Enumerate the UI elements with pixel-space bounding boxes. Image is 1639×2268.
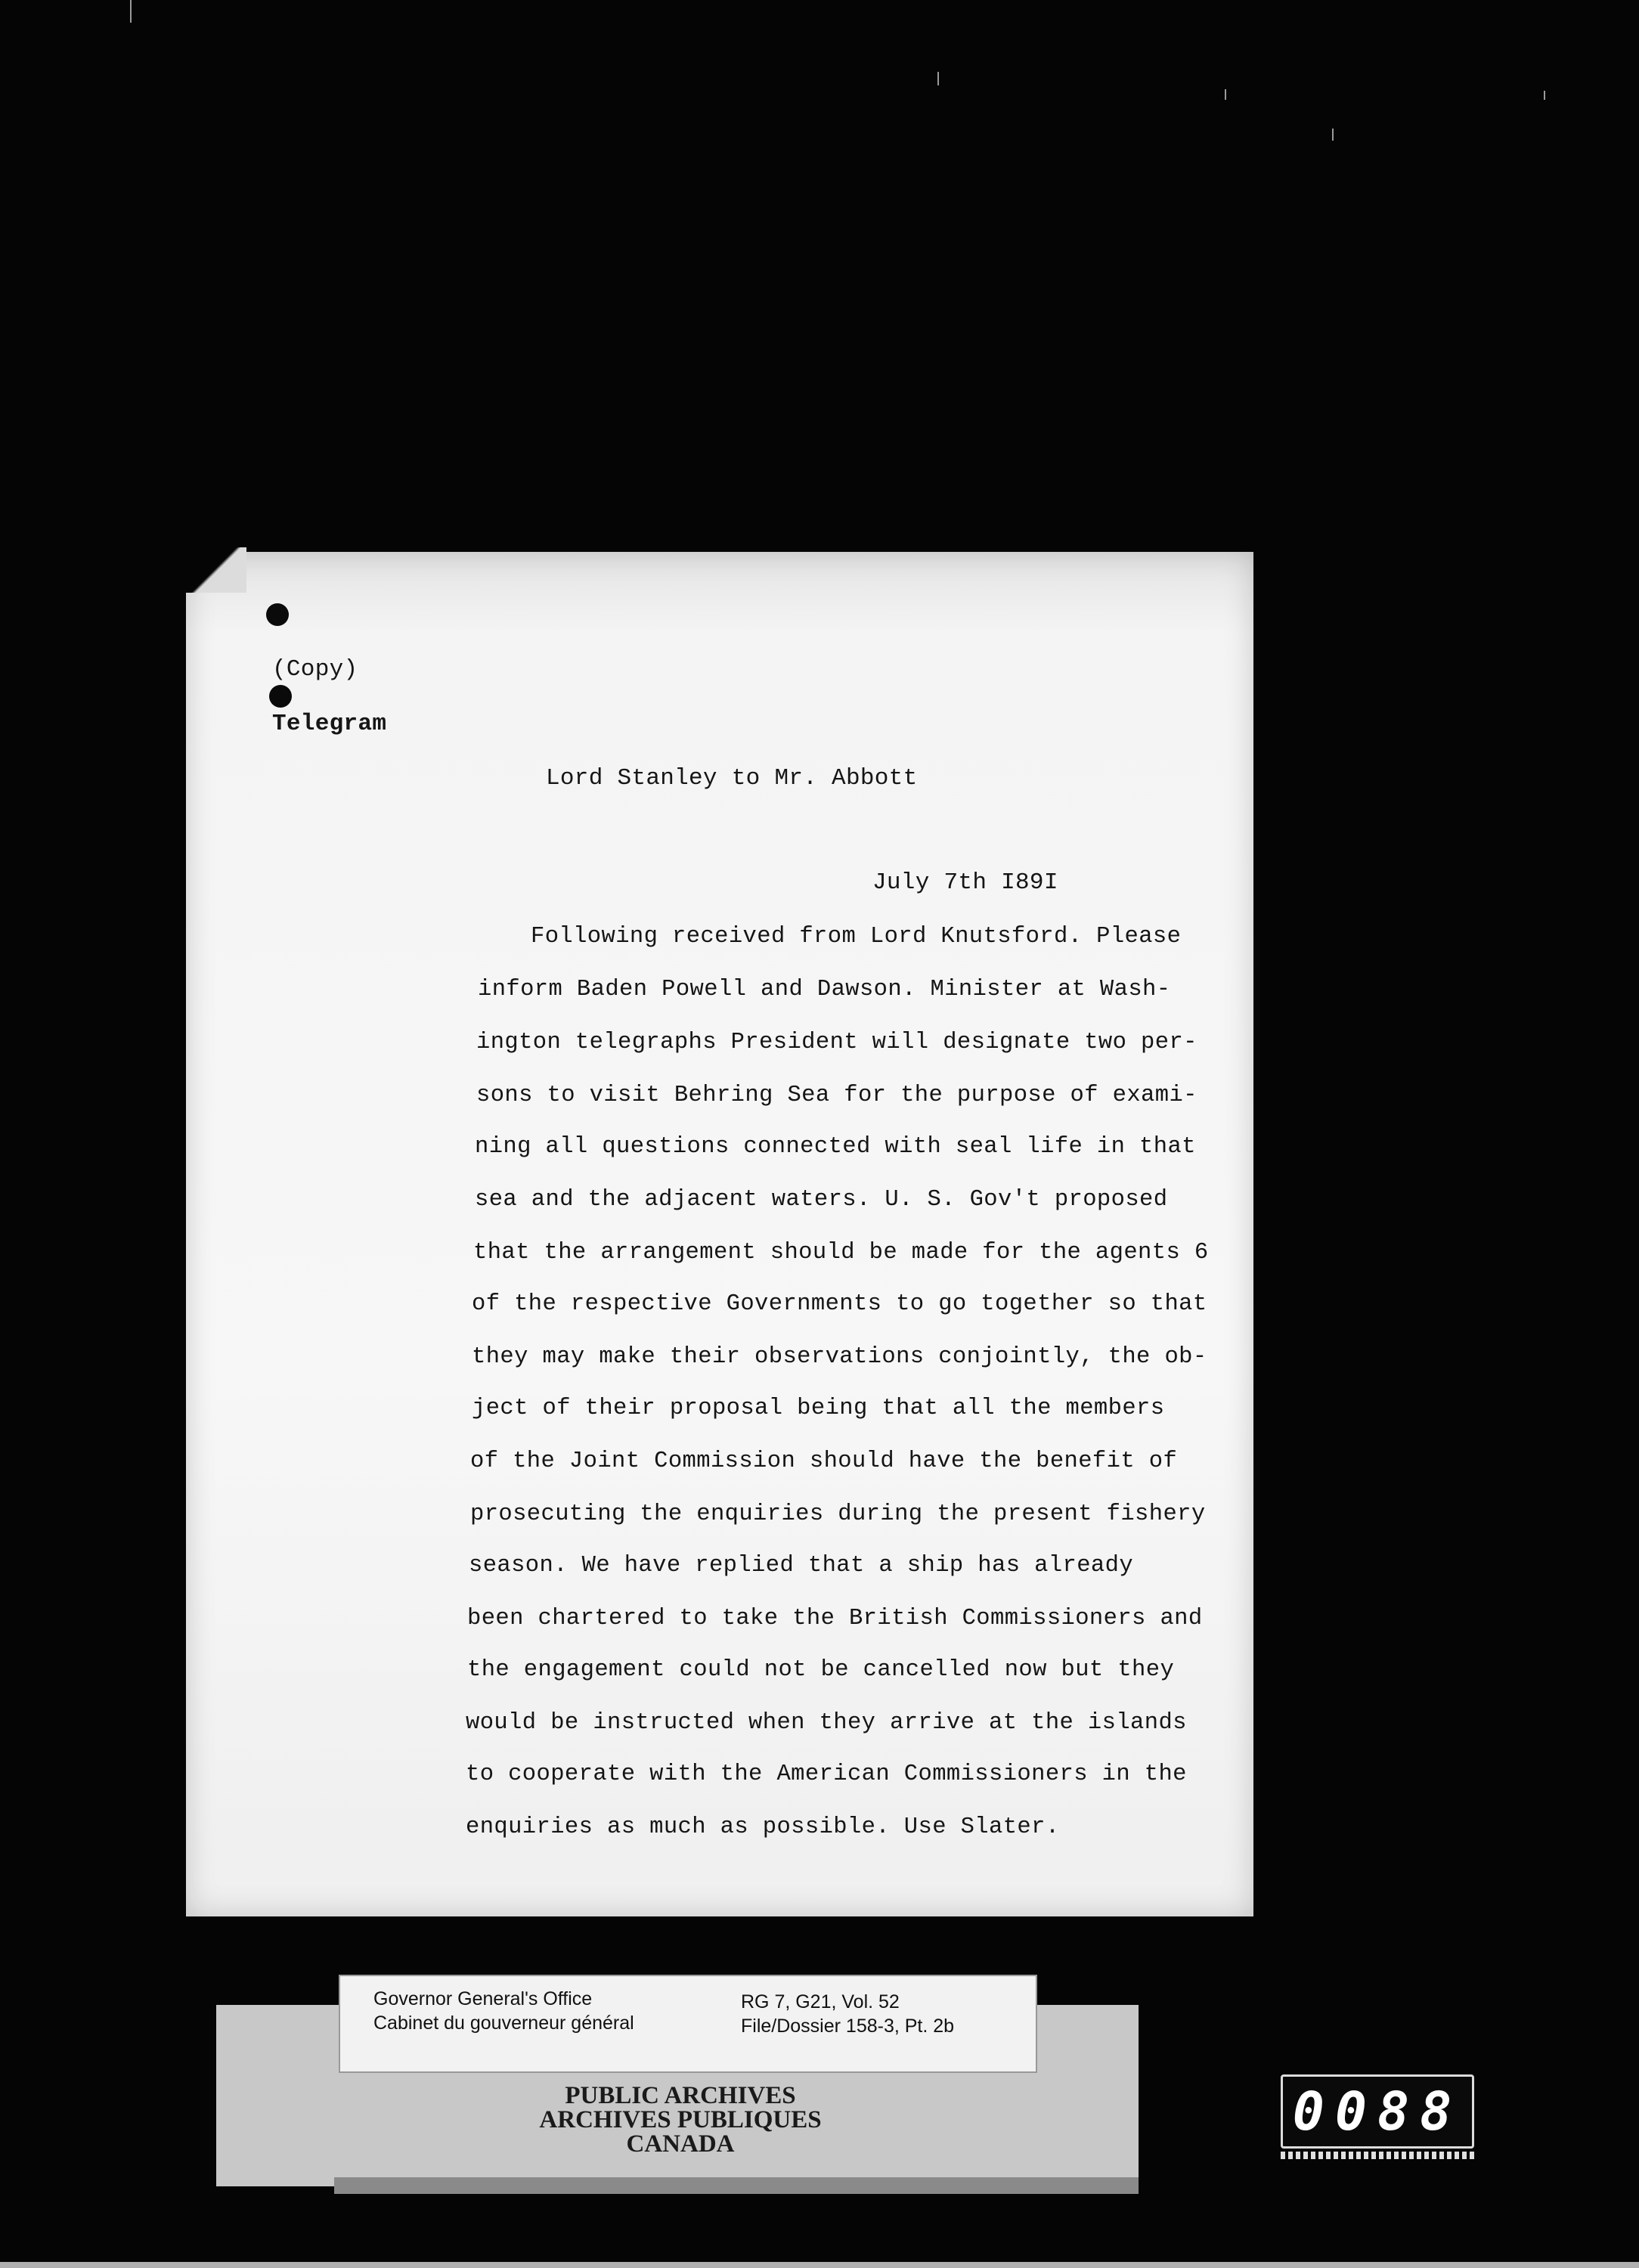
body-line: would be instructed when they arrive at the islands [466, 1710, 1187, 1736]
film-scratch [1332, 129, 1334, 141]
body-line: ning all questions connected with seal life in that [475, 1134, 1196, 1160]
body-line: been chartered to take the British Commissioners and [467, 1606, 1203, 1631]
body-line: to cooperate with the American Commissioners in the [466, 1761, 1187, 1787]
film-scratch [937, 72, 939, 85]
body-line: enquiries as much as possible. Use Slater. [466, 1814, 1060, 1840]
body-line: season. We have replied that a ship has already [469, 1553, 1134, 1579]
telegram-heading: Lord Stanley to Mr. Abbott [546, 765, 918, 792]
archives-country: CANADA [626, 2130, 735, 2158]
punch-hole [266, 603, 289, 626]
film-sprockets [1281, 2152, 1474, 2159]
archives-name-fr: ARCHIVES PUBLIQUES [539, 2106, 822, 2133]
body-line: sons to visit Behring Sea for the purpose of exami- [476, 1083, 1197, 1108]
record-group-reference: RG 7, G21, Vol. 52 [741, 1991, 900, 2012]
body-line: ington telegraphs President will designate two per- [476, 1030, 1197, 1055]
copy-label: (Copy) [272, 656, 358, 683]
office-name-en: Governor General's Office [373, 1988, 593, 2009]
body-line: inform Baden Powell and Dawson. Minister at Wash- [478, 977, 1171, 1002]
file-reference: File/Dossier 158-3, Pt. 2b [741, 2015, 955, 2037]
body-line: the engagement could not be cancelled now but they [467, 1657, 1175, 1683]
film-edge [0, 2262, 1639, 2268]
folded-corner [186, 547, 246, 593]
office-name-fr: Cabinet du gouverneur général [373, 2012, 634, 2034]
telegram-date: July 7th I89I [872, 869, 1058, 896]
body-line: ject of their proposal being that all the members [472, 1396, 1165, 1421]
film-scratch [1544, 91, 1545, 100]
film-scratch [1225, 89, 1226, 100]
body-line: that the arrangement should be made for the agents 6 [473, 1240, 1209, 1266]
archives-name-en: PUBLIC ARCHIVES [565, 2082, 796, 2109]
body-line: of the Joint Commission should have the benefit of [470, 1448, 1178, 1474]
archive-card-edge [334, 2177, 1139, 2194]
body-line: they may make their observations conjointly, the ob- [472, 1344, 1207, 1370]
frame-counter: 0088 [1281, 2074, 1474, 2149]
body-line: Following received from Lord Knutsford. Please [531, 924, 1182, 950]
body-line: prosecuting the enquiries during the present fishery [470, 1501, 1206, 1527]
punch-hole [269, 685, 292, 708]
body-line: of the respective Governments to go together so that [472, 1291, 1207, 1317]
body-line: sea and the adjacent waters. U. S. Gov't proposed [475, 1187, 1168, 1213]
document-type-label: Telegram [272, 711, 387, 737]
film-scratch [130, 0, 132, 23]
